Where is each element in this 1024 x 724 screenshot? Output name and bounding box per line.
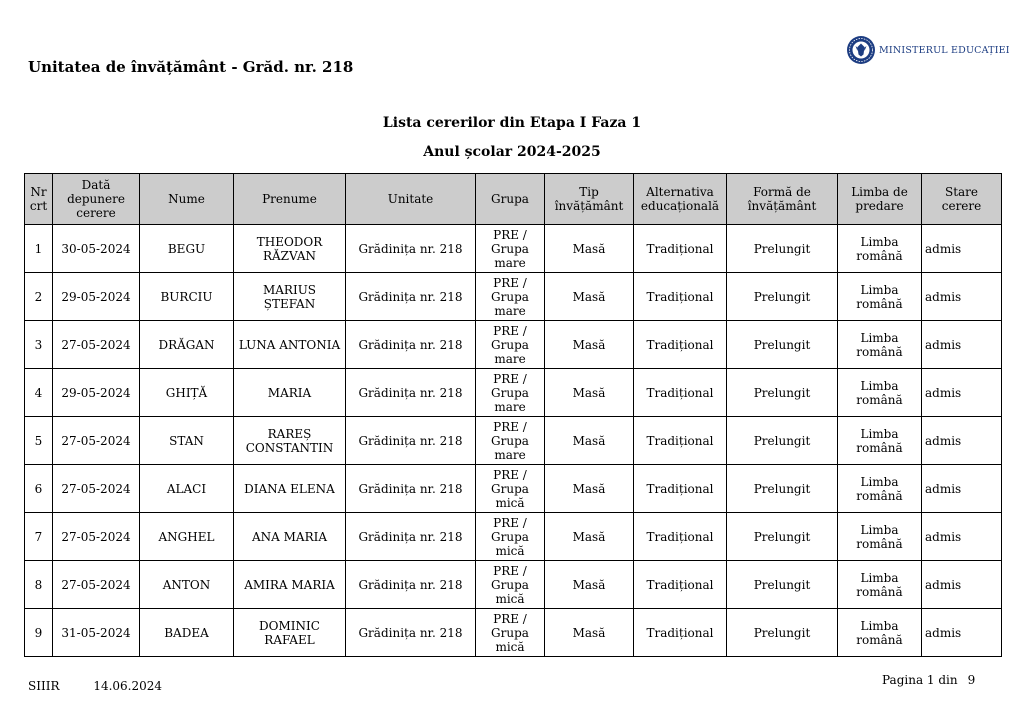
table-row [25,273,1002,321]
cell-group: PRE / Grupa mare [476,321,545,369]
cell-last-name: STAN [140,417,234,465]
cell-first-name: LUNA ANTONIA [234,321,346,369]
cell-nr: 3 [25,321,53,369]
cell-form: Prelungit [727,321,838,369]
cell-nr: 2 [25,273,53,321]
cell-form: Prelungit [727,273,838,321]
cell-nr: 4 [25,369,53,417]
cell-last-name: DRĂGAN [140,321,234,369]
cell-first-name: MARIUS ȘTEFAN [234,273,346,321]
cell-alternative: Tradițional [634,417,727,465]
cell-date: 29-05-2024 [53,273,140,321]
cell-group: PRE / Grupa mare [476,225,545,273]
cell-date: 30-05-2024 [53,225,140,273]
cell-unit: Grădinița nr. 218 [346,369,476,417]
cell-date: 31-05-2024 [53,609,140,657]
column-header: Nume [140,174,234,225]
cell-status: admis [922,369,1002,417]
cell-education-type: Masă [545,369,634,417]
cell-date: 27-05-2024 [53,321,140,369]
cell-date: 27-05-2024 [53,561,140,609]
page-indicator [882,673,975,687]
table-row [25,225,1002,273]
cell-last-name: ANTON [140,561,234,609]
cell-form: Prelungit [727,465,838,513]
cell-alternative: Tradițional [634,273,727,321]
cell-status: admis [922,225,1002,273]
cell-alternative: Tradițional [634,369,727,417]
table-row [25,513,1002,561]
table-row [25,561,1002,609]
column-header: Stare cerere [922,174,1002,225]
cell-education-type: Masă [545,465,634,513]
cell-alternative: Tradițional [634,465,727,513]
cell-education-type: Masă [545,609,634,657]
cell-language: Limba română [838,513,922,561]
cell-last-name: BADEA [140,609,234,657]
cell-language: Limba română [838,369,922,417]
cell-nr: 5 [25,417,53,465]
cell-group: PRE / Grupa mare [476,369,545,417]
cell-last-name: ANGHEL [140,513,234,561]
cell-first-name: RAREȘ CONSTANTIN [234,417,346,465]
cell-language: Limba română [838,225,922,273]
cell-language: Limba română [838,561,922,609]
page-label: Pagina 1 din [882,673,958,687]
system-name: SIIIR [28,679,60,693]
cell-education-type: Masă [545,417,634,465]
cell-nr: 8 [25,561,53,609]
cell-status: admis [922,609,1002,657]
cell-unit: Grădinița nr. 218 [346,417,476,465]
cell-alternative: Tradițional [634,513,727,561]
table-row [25,369,1002,417]
document-title: Lista cererilor din Etapa I Faza 1 [382,115,642,131]
cell-first-name: DOMINIC RAFAEL [234,609,346,657]
cell-first-name: MARIA [234,369,346,417]
cell-group: PRE / Grupa mică [476,609,545,657]
table-row [25,321,1002,369]
ministry-seal-icon [846,35,876,65]
cell-form: Prelungit [727,369,838,417]
cell-group: PRE / Grupa mică [476,465,545,513]
column-header: Unitate [346,174,476,225]
footer-info [28,679,162,693]
column-header: Grupa [476,174,545,225]
column-header: Nr crt [25,174,53,225]
cell-status: admis [922,321,1002,369]
cell-status: admis [922,561,1002,609]
unit-title: Unitatea de învățământ - Grăd. nr. 218 [28,58,354,76]
cell-group: PRE / Grupa mică [476,561,545,609]
cell-unit: Grădinița nr. 218 [346,321,476,369]
cell-form: Prelungit [727,417,838,465]
cell-nr: 9 [25,609,53,657]
column-header: Tip învățământ [545,174,634,225]
ministry-name: MINISTERUL EDUCAȚIEI [879,44,1010,56]
table-row [25,609,1002,657]
cell-form: Prelungit [727,225,838,273]
column-header: Dată depunere cerere [53,174,140,225]
cell-education-type: Masă [545,321,634,369]
cell-date: 27-05-2024 [53,465,140,513]
cell-date: 27-05-2024 [53,513,140,561]
table-header-row [25,174,1002,225]
cell-language: Limba română [838,417,922,465]
cell-unit: Grădinița nr. 218 [346,465,476,513]
cell-last-name: BEGU [140,225,234,273]
cell-language: Limba română [838,465,922,513]
cell-last-name: ALACI [140,465,234,513]
column-header: Limba de predare [838,174,922,225]
cell-form: Prelungit [727,513,838,561]
table-row [25,465,1002,513]
cell-status: admis [922,273,1002,321]
cell-form: Prelungit [727,561,838,609]
cell-alternative: Tradițional [634,609,727,657]
cell-nr: 7 [25,513,53,561]
column-header: Prenume [234,174,346,225]
cell-status: admis [922,513,1002,561]
cell-first-name: DIANA ELENA [234,465,346,513]
table-row [25,417,1002,465]
cell-nr: 1 [25,225,53,273]
cell-education-type: Masă [545,513,634,561]
cell-unit: Grădinița nr. 218 [346,273,476,321]
requests-table [24,173,1002,657]
cell-language: Limba română [838,609,922,657]
cell-education-type: Masă [545,225,634,273]
cell-nr: 6 [25,465,53,513]
school-year: Anul școlar 2024-2025 [423,144,601,160]
cell-alternative: Tradițional [634,225,727,273]
cell-first-name: AMIRA MARIA [234,561,346,609]
cell-last-name: GHIȚĂ [140,369,234,417]
cell-unit: Grădinița nr. 218 [346,513,476,561]
cell-date: 27-05-2024 [53,417,140,465]
cell-language: Limba română [838,273,922,321]
cell-status: admis [922,417,1002,465]
cell-education-type: Masă [545,561,634,609]
cell-alternative: Tradițional [634,321,727,369]
cell-language: Limba română [838,321,922,369]
cell-date: 29-05-2024 [53,369,140,417]
ministry-logo [846,35,1010,65]
total-pages: 9 [967,673,976,687]
generation-date: 14.06.2024 [93,679,163,693]
cell-alternative: Tradițional [634,561,727,609]
cell-group: PRE / Grupa mare [476,417,545,465]
cell-last-name: BURCIU [140,273,234,321]
cell-group: PRE / Grupa mică [476,513,545,561]
cell-education-type: Masă [545,273,634,321]
column-header: Alternativa educațională [634,174,727,225]
cell-form: Prelungit [727,609,838,657]
cell-unit: Grădinița nr. 218 [346,561,476,609]
column-header: Formă de învățământ [727,174,838,225]
cell-first-name: ANA MARIA [234,513,346,561]
cell-unit: Grădinița nr. 218 [346,609,476,657]
cell-first-name: THEODOR RĂZVAN [234,225,346,273]
cell-group: PRE / Grupa mare [476,273,545,321]
cell-status: admis [922,465,1002,513]
cell-unit: Grădinița nr. 218 [346,225,476,273]
